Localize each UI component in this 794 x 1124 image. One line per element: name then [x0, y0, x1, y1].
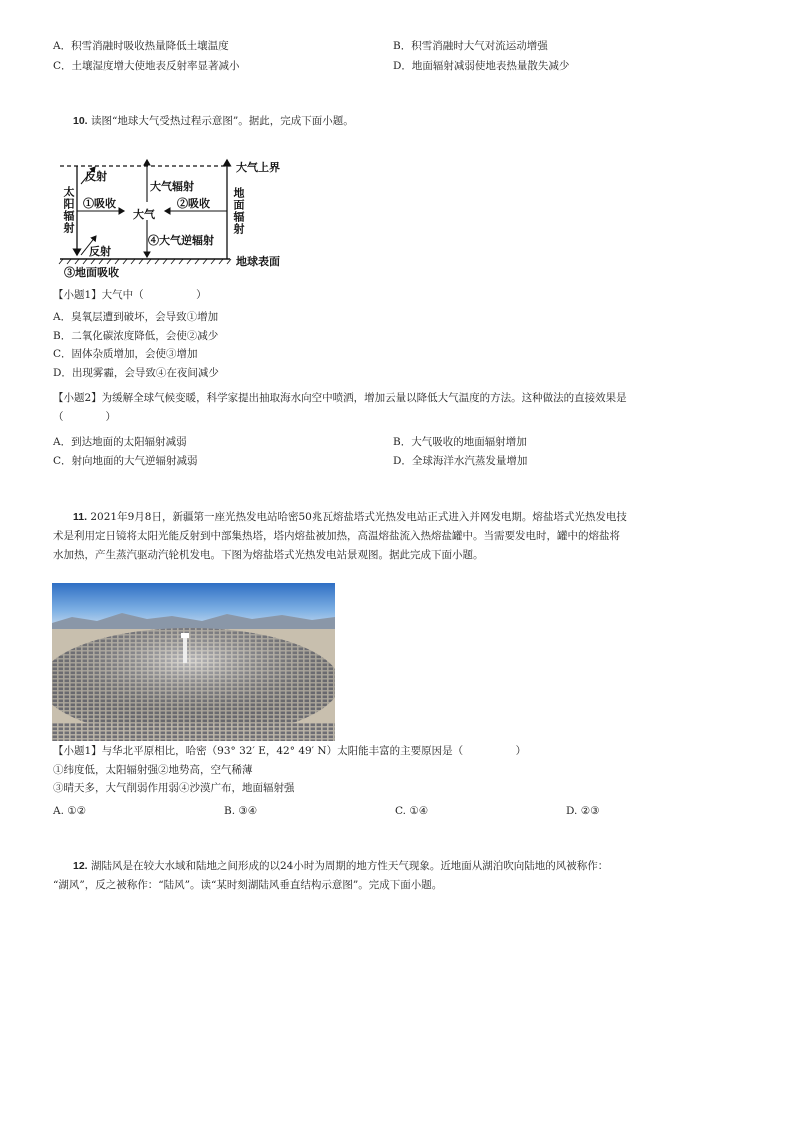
- q10-sub1-option-a: A．臭氧层遭到破坏，会导致①增加: [53, 311, 219, 323]
- q11-sub1-option-c: C. ①④: [395, 805, 429, 817]
- q10-sub2-paren: （ ）: [53, 411, 116, 423]
- q12-stem-text1: 湖陆风是在较大水域和陆地之间形成的以24小时为周期的地方性天气现象。近地面从湖泊吹向陆地的风被称作：: [90, 860, 609, 872]
- atmosphere-heating-diagram: [55, 152, 295, 282]
- q10-sub1-option-d: D．出现雾霾，会导致④在夜间减少: [53, 367, 219, 379]
- q10-stem: [73, 113, 354, 128]
- q10-sub1-prompt: 【小题1】大气中（ ）: [53, 289, 207, 301]
- q11-sub1-option-b: B. ③④: [224, 805, 258, 817]
- q10-sub2-prompt: 【小题2】为缓解全球气候变暖，科学家提出抽取海水向空中喷洒，增加云量以降低大气温度的方法。这种做法的直接效果是: [53, 392, 627, 404]
- label-reflect-bottom: 反射: [89, 245, 111, 258]
- label-ground-radiation: 地面辐射: [232, 187, 245, 235]
- q10-sub1-option-c: C．固体杂质增加，会使③增加: [53, 348, 198, 360]
- q9-option-b: B．积雪消融时大气对流运动增强: [393, 40, 548, 52]
- q11-sub1-line3: ③晴天多，大气削弱作用弱④沙漠广布，地面辐射强: [53, 782, 295, 794]
- q10-sub2-option-d: D．全球海洋水汽蒸发量增加: [393, 455, 528, 467]
- label-atmosphere: 大气: [133, 208, 155, 221]
- solar-power-station-photo: [52, 583, 335, 741]
- q9-option-c: C．土壤湿度增大使地表反射率显著减小: [53, 60, 240, 72]
- label-absorb1: ①吸收: [83, 197, 116, 210]
- q9-option-a: A．积雪消融时吸收热量降低土壤温度: [53, 40, 229, 52]
- label-ground-absorb: ③地面吸收: [64, 266, 119, 279]
- label-absorb2: ②吸收: [177, 197, 210, 210]
- label-atmos-radiation: 大气辐射: [150, 180, 194, 193]
- q11-sub1-option-a: A. ①②: [53, 805, 87, 817]
- q12-number: 12.: [73, 860, 88, 872]
- q12-stem-line2: “湖风”，反之被称作：“陆风”。读“某时刻湖陆风垂直结构示意图”。完成下面小题。: [53, 879, 443, 891]
- q12-stem-line1: [73, 858, 608, 873]
- q11-sub1-prompt: 【小题1】与华北平原相比，哈密（93° 32′ E，42° 49′ N）太阳能丰富的主要原因是（ ）: [53, 745, 527, 757]
- label-reflect-top: 反射: [85, 170, 107, 183]
- q10-sub1-option-b: B．二氧化碳浓度降低，会使②减少: [53, 330, 219, 342]
- q10-number: 10.: [73, 115, 88, 127]
- q11-stem-text1: 2021年9月8日，新疆第一座光热发电站哈密50兆瓦熔盐塔式光热发电站正式进入并网发电期。熔盐塔式光热发电技: [90, 511, 627, 523]
- label-counter-radiation: ④大气逆辐射: [148, 234, 214, 247]
- q11-stem-line1: [73, 509, 627, 524]
- q10-sub2-option-a: A．到达地面的太阳辐射减弱: [53, 436, 187, 448]
- q11-sub1-option-d: D. ②③: [566, 805, 600, 817]
- q11-sub1-line2: ①纬度低，太阳辐射强②地势高，空气稀薄: [53, 764, 253, 776]
- label-solar-radiation: 太阳辐射: [62, 186, 75, 234]
- q11-stem-line3: 水加热，产生蒸汽驱动汽轮机发电。下图为熔盐塔式光热发电站景观图。据此完成下面小题。: [53, 549, 484, 561]
- q11-number: 11.: [73, 511, 88, 523]
- q9-option-d: D．地面辐射减弱使地表热量散失减少: [393, 60, 570, 72]
- q10-sub2-option-c: C．射向地面的大气逆辐射减弱: [53, 455, 198, 467]
- label-surface: 地球表面: [236, 255, 280, 268]
- q10-sub2-option-b: B．大气吸收的地面辐射增加: [393, 436, 527, 448]
- q10-stem-text: 读图“地球大气受热过程示意图”。据此，完成下面小题。: [90, 115, 354, 127]
- label-top-boundary: 大气上界: [236, 161, 280, 174]
- q11-stem-line2: 术是利用定日镜将太阳光能反射到中部集热塔，塔内熔盐被加热，高温熔盐流入热熔盐罐中。当需要发电时，罐中的熔盐将: [53, 530, 620, 542]
